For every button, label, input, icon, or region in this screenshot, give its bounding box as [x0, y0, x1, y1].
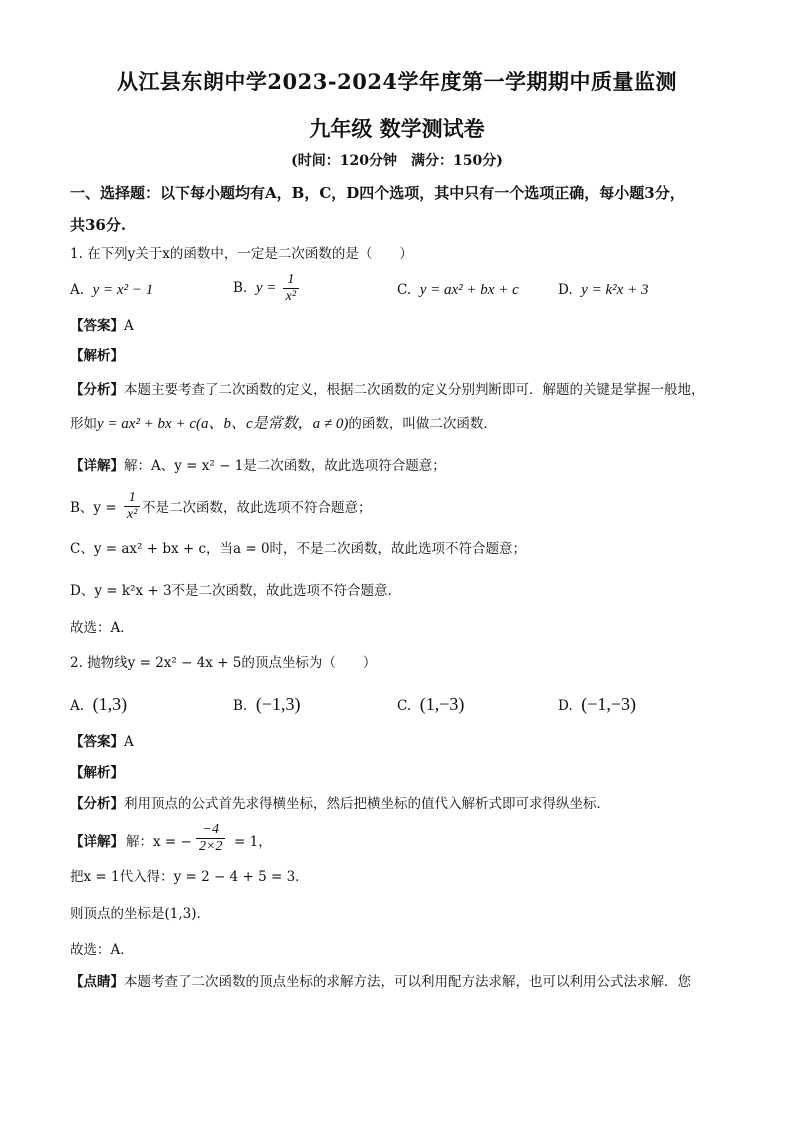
q1-choose: 故选：A． [70, 620, 134, 636]
q1-option-c-label: C. [397, 282, 412, 298]
q2-option-c [397, 694, 464, 716]
q1-fenxi-line2-prefix: 形如 [70, 416, 97, 432]
q1-options [70, 272, 730, 308]
q1-fenxi-tag: 【分析】 [70, 382, 124, 398]
q2-detail-prefix: 解：x = − [126, 834, 192, 850]
section-heading-line1: 一、选择题：以下每小题均有A，B，C，D四个选项，其中只有一个选项正确，每小题3分， [70, 184, 685, 202]
q1-fenxi-formula: y = ax² + bx + c(a、b、c是常数，a ≠ 0) [97, 416, 349, 432]
q1-option-a [70, 280, 153, 300]
q1-detail-d: D、y = k²x + 3不是二次函数，故此选项不符合题意． [70, 583, 402, 599]
q1-fenxi-line1 [70, 380, 730, 400]
q2-dianjing-text: 本题考查了二次函数的顶点坐标的求解方法，可以利用配方法求解，也可以利用公式法求解．您 [124, 974, 691, 990]
q1-option-b-numerator: 1 [283, 272, 299, 289]
q2-options [70, 694, 730, 718]
q1-option-b-denominator: x² [285, 289, 297, 304]
q2-detail-fraction [196, 822, 225, 855]
q2-fenxi-tag: 【分析】 [70, 796, 124, 812]
exam-title: 从江县东朗中学2023-2024学年度第一学期期中质量监测 [116, 69, 678, 94]
q1-option-b-label: B. [233, 280, 248, 296]
q1-detail-a-text: 解：A、y = x² − 1是二次函数，故此选项符合题意； [124, 458, 446, 474]
q1-fenxi-text: 本题主要考查了二次函数的定义，根据二次函数的定义分别判断即可．解题的关键是掌握一般地， [124, 382, 705, 398]
q1-fenxi-line2-suffix: 的函数，叫做二次函数． [348, 416, 497, 432]
q1-detail-b-prefix: B、y = [70, 500, 117, 516]
q2-fenxi [70, 794, 730, 814]
q1-detail-b-denominator: x² [127, 507, 138, 522]
q2-xiangjie-tag: 【详解】 [70, 834, 124, 850]
q2-option-a [70, 694, 127, 716]
q1-detail-b-suffix: 不是二次函数，故此选项不符合题意； [142, 500, 372, 516]
q2-option-a-expr: (1,3) [92, 694, 128, 714]
q2-choose: 故选：A． [70, 942, 134, 958]
q2-detail-suffix: = 1， [234, 834, 272, 850]
q2-dianjing-tag: 【点睛】 [70, 974, 124, 990]
q1-detail-a [70, 456, 730, 476]
q2-answer-tag: 【答案】 [70, 734, 124, 750]
q2-option-b-label: B. [233, 698, 248, 714]
q2-fenxi-text: 利用顶点的公式首先求得横坐标，然后把横坐标的值代入解析式即可求得纵坐标． [124, 796, 610, 812]
q1-answer-tag: 【答案】 [70, 318, 124, 334]
q2-detail-vertex: 则顶点的坐标是(1,3)． [70, 906, 211, 922]
q2-option-b-expr: (−1,3) [255, 694, 301, 714]
q1-answer [70, 316, 730, 336]
q2-option-d-label: D. [558, 698, 573, 714]
q1-answer-value: A [124, 318, 134, 334]
q2-option-b [233, 694, 300, 716]
q1-option-c-expr: y = ax² + bx + c [419, 282, 519, 298]
q1-detail-c: C、y = ax² + bx + c，当a = 0时，不是二次函数，故此选项不符合题意； [70, 541, 527, 557]
q2-detail-vertex-x [70, 820, 730, 864]
q2-detail-denominator: 2×2 [199, 839, 223, 854]
q2-option-c-label: C. [397, 698, 412, 714]
q2-analysis-tag: 【解析】 [70, 765, 124, 781]
q1-option-d-expr: y = k²x + 3 [581, 282, 649, 298]
q1-detail-b [70, 488, 730, 528]
section-heading-line2: 共36分. [70, 216, 127, 234]
q1-option-d [558, 280, 648, 300]
q1-option-a-expr: y = x² − 1 [92, 282, 154, 298]
exam-subtitle: 九年级 数学测试卷 [309, 116, 485, 141]
q1-option-b-lhs: y = [255, 280, 277, 296]
q1-fenxi-line2 [70, 414, 730, 434]
q2-dianjing [70, 972, 730, 992]
q1-option-d-label: D. [558, 282, 573, 298]
exam-time-score: (时间：120分钟 满分：150分) [291, 153, 503, 169]
q2-option-d-expr: (−1,−3) [581, 694, 637, 714]
q1-option-b-fraction [283, 272, 299, 305]
q2-option-d [558, 694, 636, 716]
q2-stem: 2. 抛物线y = 2x² − 4x + 5的顶点坐标为（ ） [70, 655, 377, 671]
q1-detail-b-numerator: 1 [124, 490, 140, 507]
q1-detail-b-fraction [124, 490, 140, 523]
q2-answer [70, 732, 730, 752]
q1-analysis-tag: 【解析】 [70, 348, 124, 364]
q1-option-c [397, 280, 519, 300]
q2-detail-substitute: 把x = 1代入得：y = 2 − 4 + 5 = 3． [70, 869, 309, 885]
q2-option-a-label: A. [70, 698, 85, 714]
q2-detail-numerator: −4 [196, 822, 225, 839]
q1-option-b [233, 272, 301, 305]
q2-answer-value: A [124, 734, 134, 750]
q1-stem: 1. 在下列y关于x的函数中，一定是二次函数的是（ ） [70, 246, 413, 262]
q1-option-a-label: A. [70, 282, 85, 298]
q2-option-c-expr: (1,−3) [419, 694, 465, 714]
q1-xiangjie-tag: 【详解】 [70, 458, 124, 474]
